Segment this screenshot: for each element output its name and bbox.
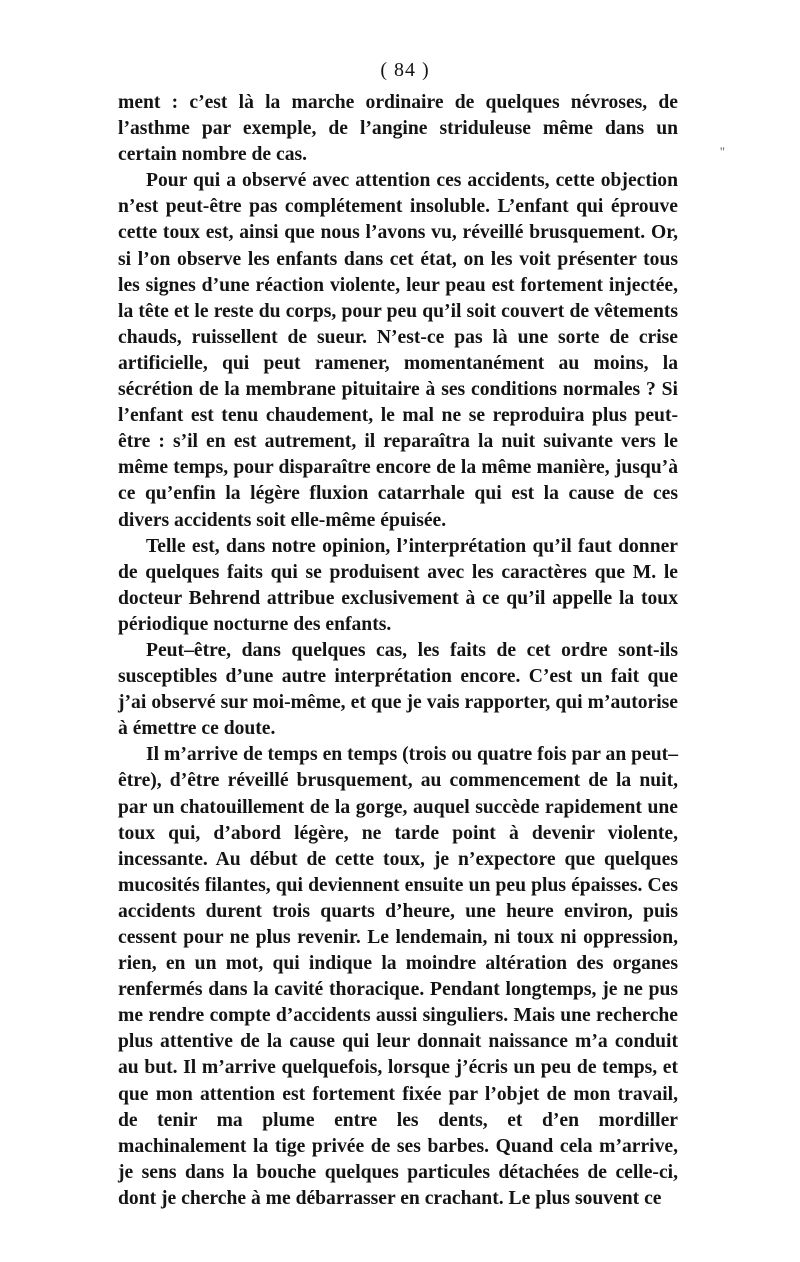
paragraph-continuation: ment : c’est là la marche ordinaire de quelques névroses, de l’asthme par exemple, de l’angine striduleuse même dans un certain nombre de cas. <box>118 92 678 166</box>
book-page <box>118 56 678 1212</box>
body-text <box>118 90 678 1212</box>
page-number: ( 84 ) <box>380 59 430 81</box>
paragraph-autre-interpretation: Peut–être, dans quelques cas, les faits de cet ordre sont-ils susceptibles d’une autre interprétation encore. C’est un fait que j’ai observé sur moi-même, et que je vais rapporter, qui m’autorise à émettre ce doute. <box>118 639 678 740</box>
paragraph-toux-reaction: Pour qui a observé avec attention ces accidents, cette objection n’est peut-être pas complétement insoluble. L’enfant qui éprouve cette toux est, ainsi que nous l’avons vu, réveillé brusquement. Or, si l’on observe les enfants dans cet état, on les voit présenter tous les signes d’une réaction violente, leur peau est fortement injectée, la tête et le reste du corps, pour peu qu’il soit couvert de vêtements chauds, ruissellent de sueur. N’est-ce pas là une sorte de crise artificielle, qui peut ramener, momentanément au moins, la sécrétion de la membrane pituitaire à ses conditions normales ? Si l’enfant est tenu chaudement, le mal ne se reproduira plus peut-être : s’il en est autrement, il reparaîtra la nuit suivante vers le même temps, pour disparaître encore de la même manière, jusqu’à ce qu’enfin la légère fluxion catarrhale qui est la cause de ces divers accidents soit elle-même épuisée. <box>118 170 678 531</box>
stray-mark: " <box>719 144 725 159</box>
paragraph-observation-personnelle: Il m’arrive de temps en temps (trois ou quatre fois par an peut–être), d’être réveillé brusquement, au commencement de la nuit, par un chatouillement de la gorge, auquel succède rapidement une toux qui, d’abord légère, ne tarde point à devenir violente, incessante. Au début de cette toux, je n’expectore que quelques mucosités filantes, qui deviennent ensuite un peu plus épaisses. Ces accidents durent trois quarts d’heure, une heure environ, puis cessent pour ne plus revenir. Le lendemain, ni toux ni oppression, rien, en un mot, qui indique la moindre altération des organes renfermés dans la cavité thoracique. Pendant longtemps, je ne pus me rendre compte d’accidents aussi singuliers. Mais une recherche plus attentive de la cause qui leur donnait naissance m’a conduit au but. Il m’arrive quelquefois, lorsque j’écris un peu de temps, et que mon attention est fortement fixée par l’objet de mon travail, de tenir ma plume entre les dents, et d’en mordiller machinalement la tige privée de ses barbes. Quand cela m’arrive, je sens dans la bouche quelques particules détachées de celle-ci, dont je cherche à me débarrasser en crachant. Le plus souvent ce <box>118 744 678 1209</box>
paragraph-interpretation: Telle est, dans notre opinion, l’interprétation qu’il faut donner de quelques faits qui se produisent avec les caractères que M. le docteur Behrend attribue exclusivement à ce qu’il appelle la toux périodique nocturne des enfants. <box>118 535 678 635</box>
